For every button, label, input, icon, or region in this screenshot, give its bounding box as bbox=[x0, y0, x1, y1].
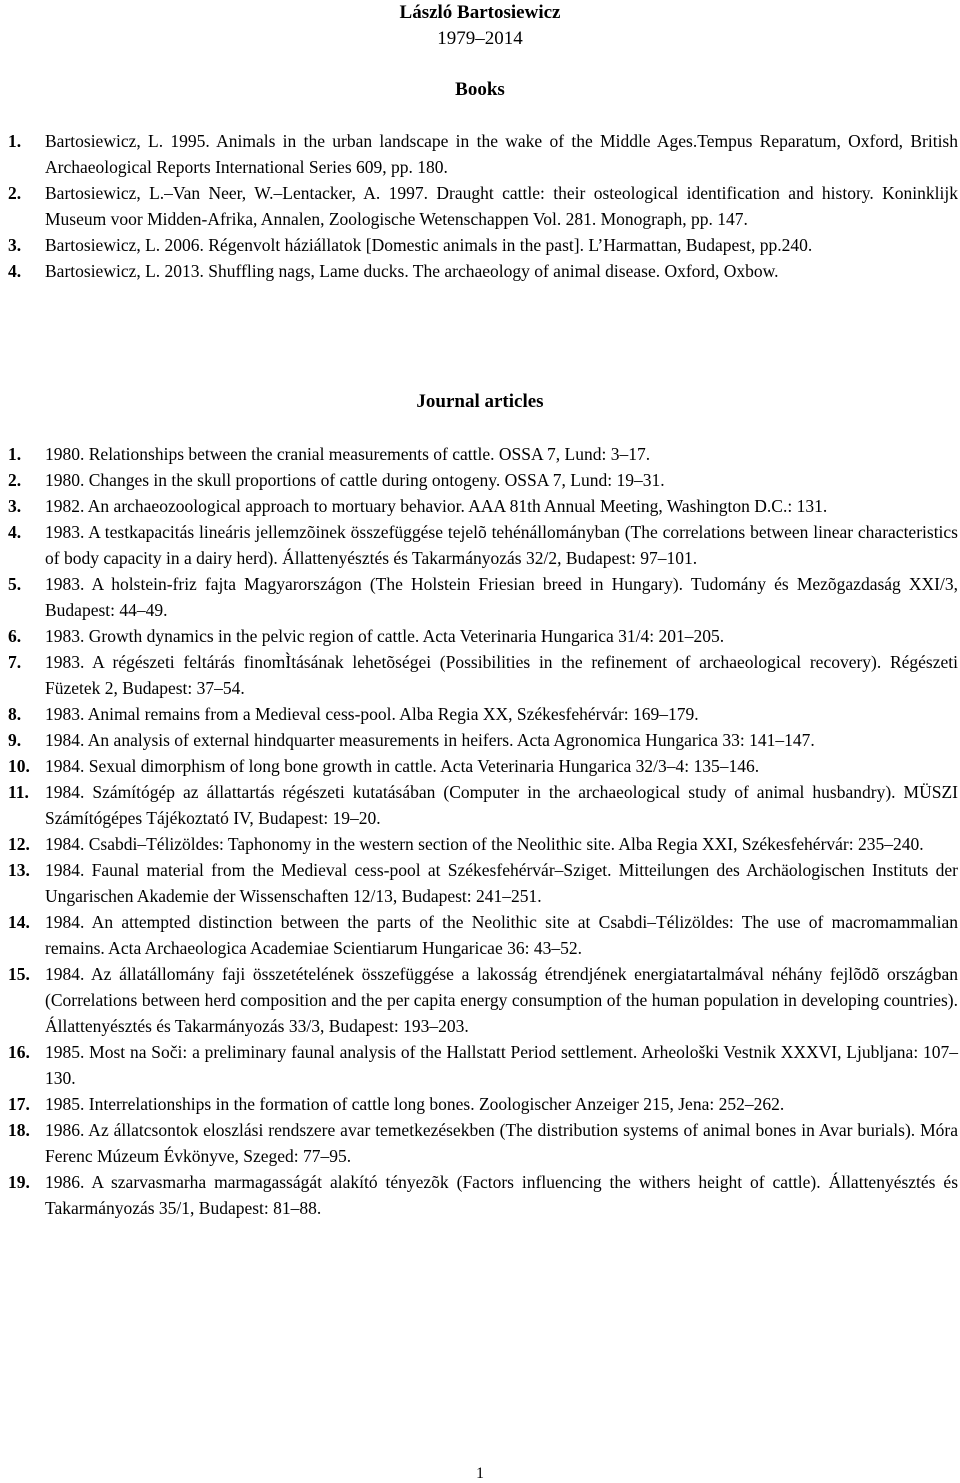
item-number: 11. bbox=[8, 782, 29, 802]
list-item bbox=[8, 232, 958, 258]
item-citation: 1983. Growth dynamics in the pelvic region of cattle. Acta Veterinaria Hungarica 31/4: 201–205. bbox=[45, 626, 725, 646]
item-citation: 1983. A régészeti feltárás finomÌtásának lehetõségei (Possibilities in the refinement of archaeological recovery). Régészeti Füzetek 2, Budapest: 37–54. bbox=[45, 652, 958, 698]
list-item bbox=[8, 1091, 958, 1117]
item-citation: 1986. Az állatcsontok eloszlási rendszere avar temetkezésekben (The distribution systems of animal bones in Avar burials). Móra Ferenc Múzeum Évkönyve, Szeged: 77–95. bbox=[45, 1120, 958, 1166]
journal-articles-list bbox=[8, 441, 958, 1221]
list-item bbox=[8, 441, 958, 467]
books-list bbox=[8, 128, 958, 284]
list-item bbox=[8, 727, 958, 753]
item-citation: Bartosiewicz, L. 1995. Animals in the urban landscape in the wake of the Middle Ages.Tempus Reparatum, Oxford, British Archaeological Reports International Series 609, pp. 180. bbox=[45, 131, 958, 177]
list-item bbox=[8, 519, 958, 571]
list-item bbox=[8, 493, 958, 519]
list-item bbox=[8, 1117, 958, 1169]
item-number: 6. bbox=[8, 626, 22, 646]
item-citation: 1980. Relationships between the cranial measurements of cattle. OSSA 7, Lund: 3–17. bbox=[45, 444, 651, 464]
item-citation: 1983. Animal remains from a Medieval cess-pool. Alba Regia XX, Székesfehérvár: 169–179. bbox=[45, 704, 699, 724]
item-citation: 1984. Sexual dimorphism of long bone growth in cattle. Acta Veterinaria Hungarica 32/3–4: 135–146. bbox=[45, 756, 760, 776]
item-number: 9. bbox=[8, 730, 22, 750]
item-citation: Bartosiewicz, L. 2013. Shuffling nags, Lame ducks. The archaeology of animal disease. Oxford, Oxbow. bbox=[45, 261, 779, 281]
list-item bbox=[8, 128, 958, 180]
document-header bbox=[0, 0, 960, 52]
list-item bbox=[8, 701, 958, 727]
item-number: 12. bbox=[8, 834, 30, 854]
list-item bbox=[8, 1169, 958, 1221]
item-number: 4. bbox=[8, 261, 22, 281]
list-item bbox=[8, 467, 958, 493]
item-number: 16. bbox=[8, 1042, 30, 1062]
item-number: 3. bbox=[8, 496, 22, 516]
item-citation: 1984. Faunal material from the Medieval cess-pool at Székesfehérvár–Sziget. Mitteilungen des Archäologischen Instituts der Ungarischen Akademie der Wissenschaften 12/13, Budapest: 241–251. bbox=[45, 860, 958, 906]
list-item bbox=[8, 779, 958, 831]
list-item bbox=[8, 623, 958, 649]
item-number: 7. bbox=[8, 652, 22, 672]
list-item bbox=[8, 857, 958, 909]
item-number: 15. bbox=[8, 964, 30, 984]
item-number: 1. bbox=[8, 131, 22, 151]
journal-articles-heading: Journal articles bbox=[416, 391, 544, 412]
books-heading: Books bbox=[455, 79, 505, 100]
list-item bbox=[8, 831, 958, 857]
item-number: 1. bbox=[8, 444, 22, 464]
item-citation: Bartosiewicz, L. 2006. Régenvolt háziállatok [Domestic animals in the past]. L’Harmattan, Budapest, pp.240. bbox=[45, 235, 813, 255]
item-number: 17. bbox=[8, 1094, 30, 1114]
list-item bbox=[8, 571, 958, 623]
item-number: 4. bbox=[8, 522, 22, 542]
item-number: 19. bbox=[8, 1172, 30, 1192]
item-citation: 1984. Az állatállomány faji összetételének összefüggése a lakosság étrendjének energiatartalmával néhány fejlõdõ országban (Correlations between herd composition and the per capita energy consumption of the human population in developing countries). Állattenyésztés és Takarmányozás 33/3, Budapest: 193–203. bbox=[45, 964, 958, 1036]
list-item bbox=[8, 961, 958, 1039]
item-number: 8. bbox=[8, 704, 22, 724]
item-citation: 1984. An attempted distinction between the parts of the Neolithic site at Csabdi–Télizöldes: The use of macromammalian remains. Acta Archaeologica Academiae Scientiarum Hungaricae 36: 43–52. bbox=[45, 912, 958, 958]
item-citation: 1984. Számítógép az állattartás régészeti kutatásában (Computer in the archaeological study of animal husbandry). MÜSZI Számítógépes Tájékoztató IV, Budapest: 19–20. bbox=[45, 782, 958, 828]
item-number: 3. bbox=[8, 235, 22, 255]
item-citation: 1983. A holstein-friz fajta Magyarországon (The Holstein Friesian breed in Hungary). Tudomány és Mezõgazdaság XXI/3, Budapest: 44–49. bbox=[45, 574, 958, 620]
item-number: 2. bbox=[8, 183, 22, 203]
item-number: 2. bbox=[8, 470, 22, 490]
list-item bbox=[8, 180, 958, 232]
list-item bbox=[8, 753, 958, 779]
item-citation: 1980. Changes in the skull proportions of cattle during ontogeny. OSSA 7, Lund: 19–31. bbox=[45, 470, 665, 490]
item-citation: 1985. Most na Soči: a preliminary faunal analysis of the Hallstatt Period settlement. Arheološki Vestnik XXXVI, Ljubljana: 107–130. bbox=[45, 1042, 958, 1088]
item-citation: Bartosiewicz, L.–Van Neer, W.–Lentacker, A. 1997. Draught cattle: their osteological identification and history. Koninklijk Museum voor Midden-Afrika, Annalen, Zoologische Wetenschappen Vol. 281. Monograph, pp. 147. bbox=[45, 183, 958, 229]
career-years: 1979–2014 bbox=[437, 28, 523, 49]
item-number: 10. bbox=[8, 756, 30, 776]
item-number: 13. bbox=[8, 860, 30, 880]
item-citation: 1986. A szarvasmarha marmagasságát alakító tényezõk (Factors influencing the withers height of cattle). Állattenyésztés és Takarmányozás 35/1, Budapest: 81–88. bbox=[45, 1172, 958, 1218]
item-citation: 1983. A testkapacitás lineáris jellemzõinek összefüggése tejelõ tehénállományban (The correlations between linear characteristics of body capacity in a dairy herd). Állattenyésztés és Takarmányozás 32/2, Budapest: 97–101. bbox=[45, 522, 958, 568]
item-citation: 1984. Csabdi–Télizöldes: Taphonomy in the western section of the Neolithic site. Alba Regia XXI, Székesfehérvár: 235–240. bbox=[45, 834, 924, 854]
list-item bbox=[8, 258, 958, 284]
item-number: 14. bbox=[8, 912, 30, 932]
list-item bbox=[8, 909, 958, 961]
list-item bbox=[8, 1039, 958, 1091]
item-citation: 1984. An analysis of external hindquarter measurements in heifers. Acta Agronomica Hungarica 33: 141–147. bbox=[45, 730, 815, 750]
item-number: 5. bbox=[8, 574, 22, 594]
item-citation: 1985. Interrelationships in the formation of cattle long bones. Zoologischer Anzeiger 215, Jena: 252–262. bbox=[45, 1094, 785, 1114]
list-item bbox=[8, 649, 958, 701]
author-name: László Bartosiewicz bbox=[399, 2, 561, 23]
item-citation: 1982. An archaeozoological approach to mortuary behavior. AAA 81th Annual Meeting, Washington D.C.: 131. bbox=[45, 496, 828, 516]
item-number: 18. bbox=[8, 1120, 30, 1140]
page-number: 1 bbox=[476, 1465, 484, 1482]
